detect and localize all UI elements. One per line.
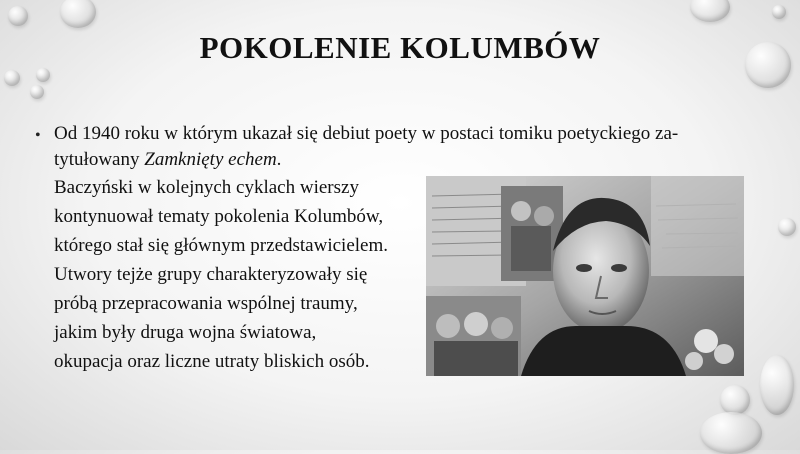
text-line-9: okupacja oraz liczne utraty bliskich osób. [54, 351, 370, 372]
text-line-7: próbą przepracowania wspólnej traumy, [54, 293, 358, 314]
text-line-8: jakim były druga wojna światowa, [54, 322, 317, 343]
water-drop-decoration [30, 85, 44, 99]
poet-photo-collage [426, 176, 744, 376]
text-line-2-end: . [276, 149, 282, 170]
text-line-1: Od 1940 roku w którym ukazał się debiut poety w postaci tomiku poetyckiego za- [54, 123, 679, 144]
water-drop-decoration [690, 0, 730, 22]
text-line-6: Utwory tejże grupy charakteryzowały się [54, 264, 368, 285]
water-drop-decoration [720, 385, 750, 415]
water-drop-decoration [4, 70, 20, 86]
text-line-2 [54, 149, 281, 171]
text-line-3: Baczyński w kolejnych cyklach wierszy [54, 177, 359, 198]
slide-title: POKOLENIE KOLUMBÓW [199, 30, 601, 65]
water-drop-decoration [700, 412, 762, 454]
text-line-2-start: tytułowany [54, 149, 145, 170]
water-drop-decoration [778, 218, 796, 236]
book-title: Zamknięty echem [144, 149, 277, 170]
text-line-5: którego stał się głównym przedstawicielem. [54, 235, 388, 256]
bullet-icon: • [35, 127, 41, 144]
water-drop-decoration [760, 355, 794, 415]
water-drop-decoration [36, 68, 50, 82]
water-drop-decoration [8, 6, 28, 26]
photo-collage-image [426, 176, 744, 376]
water-drop-decoration [60, 0, 96, 28]
text-line-4: kontynuował tematy pokolenia Kolumbów, [54, 206, 384, 227]
water-drop-decoration [772, 5, 786, 19]
